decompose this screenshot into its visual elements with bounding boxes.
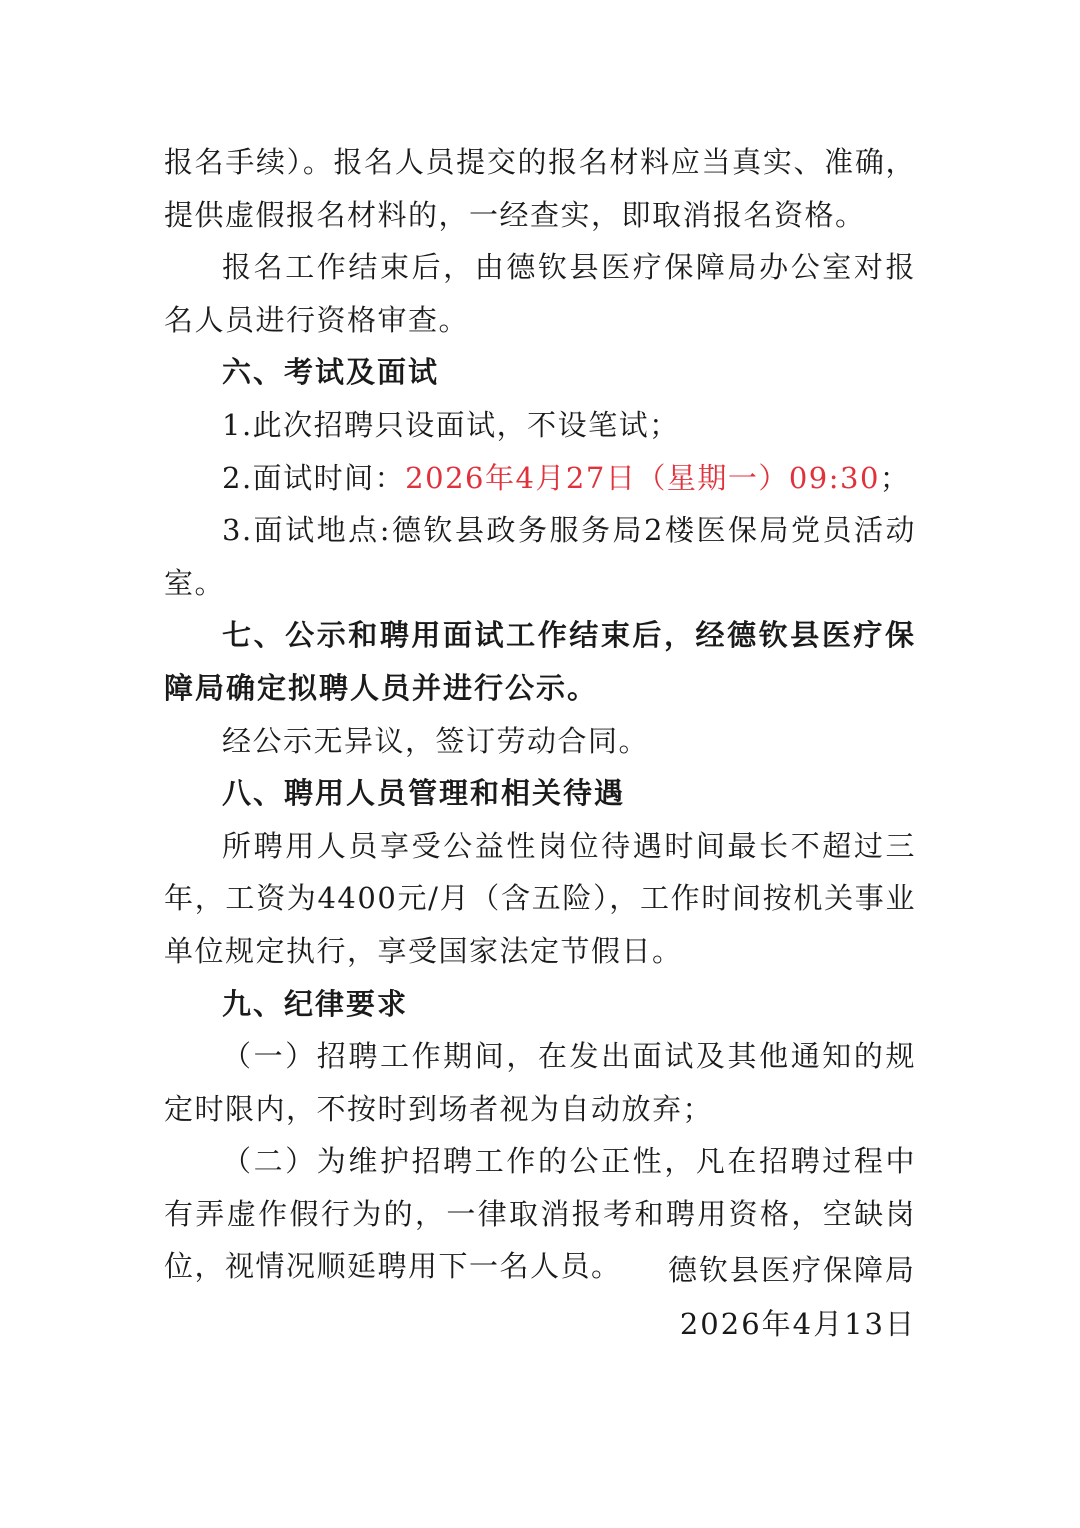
paragraph-contract: 经公示无异议，签订劳动合同。 — [222, 723, 650, 758]
interview-time-label: 2.面试时间： — [222, 460, 406, 495]
interview-time-value: 2026年4月27日（星期一）09:30 — [405, 460, 880, 495]
signature-date: 2026年4月13日 — [679, 1307, 916, 1341]
paragraph-review: 报名工作结束后，由德钦县医疗保障局办公室对报名人员进行资格审查。 — [164, 250, 916, 337]
heading-management: 八、聘用人员管理和相关待遇 — [222, 776, 626, 811]
item-interview-time — [164, 452, 916, 505]
document-body — [164, 136, 916, 1293]
interview-time-end: ； — [879, 460, 911, 495]
rule-two: （二）为维护招聘工作的公正性，凡在招聘过程中有弄虚作假行为的，一律取消报考和聘用资格，空缺岗位，视情况顺延聘用下一名人员。 — [164, 1144, 916, 1284]
item-interview-location: 3.面试地点:德钦县政务服务局2楼医保局党员活动室。 — [164, 513, 916, 600]
paragraph-salary: 所聘用人员享受公益性岗位待遇时间最长不超过三年，工资为4400元/月（含五险），工作时间按机关事业单位规定执行，享受国家法定节假日。 — [164, 828, 916, 968]
rule-one: （一）招聘工作期间，在发出面试及其他通知的规定时限内，不按时到场者视为自动放弃； — [164, 1039, 916, 1126]
heading-publicity: 七、公示和聘用面试工作结束后，经德钦县医疗保障局确定拟聘人员并进行公示。 — [164, 618, 916, 705]
paragraph-materials: 报名手续）。报名人员提交的报名材料应当真实、准确，提供虚假报名材料的，一经查实，即取消报名资格。 — [164, 145, 916, 232]
heading-discipline: 九、纪律要求 — [222, 986, 409, 1021]
signature-org: 德钦县医疗保障局 — [667, 1253, 916, 1287]
item-no-written-exam: 1.此次招聘只设面试，不设笔试； — [222, 407, 680, 442]
heading-exam: 六、考试及面试 — [222, 355, 440, 390]
